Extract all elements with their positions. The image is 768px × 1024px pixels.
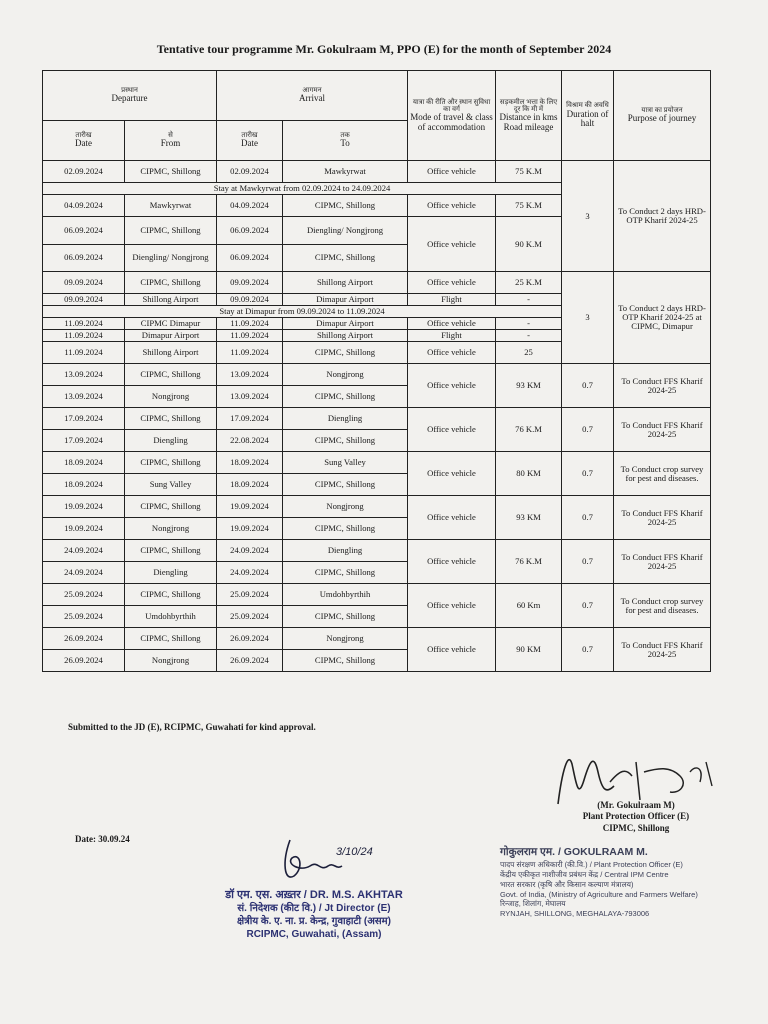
purpose: To Conduct FFS Kharif 2024-25 bbox=[614, 540, 711, 584]
header-halt: विश्राम की अवधि Duration of halt bbox=[562, 71, 614, 161]
to-place: CIPMC, Shillong bbox=[283, 606, 408, 628]
to-place: Dimapur Airport bbox=[283, 318, 408, 330]
distance: - bbox=[496, 330, 562, 342]
header-departure: प्रस्थान Departure bbox=[43, 71, 217, 121]
mode-of-travel: Office vehicle bbox=[408, 364, 496, 408]
departure-date: 17.09.2024 bbox=[43, 408, 125, 430]
purpose: To Conduct 2 days HRD-OTP Kharif 2024-25 at CIPMC, Dimapur bbox=[614, 272, 711, 364]
table-row bbox=[43, 272, 711, 294]
departure-date: 18.09.2024 bbox=[43, 452, 125, 474]
arrival-date: 17.09.2024 bbox=[217, 408, 283, 430]
to-place: CIPMC, Shillong bbox=[283, 244, 408, 272]
halt-duration: 0.7 bbox=[562, 364, 614, 408]
stamp-line: गोकुलराम एम. / GOKULRAAM M. bbox=[500, 846, 648, 858]
to-place: CIPMC, Shillong bbox=[283, 562, 408, 584]
document-date: Date: 30.09.24 bbox=[75, 834, 130, 844]
departure-date: 11.09.2024 bbox=[43, 342, 125, 364]
from-place: Mawkyrwat bbox=[125, 195, 217, 217]
arrival-date: 02.09.2024 bbox=[217, 161, 283, 183]
header-arrival: आगमन Arrival bbox=[217, 71, 408, 121]
distance: 90 KM bbox=[496, 628, 562, 672]
to-place: CIPMC, Shillong bbox=[283, 430, 408, 452]
header-from: से From bbox=[125, 121, 217, 161]
arrival-date: 24.09.2024 bbox=[217, 540, 283, 562]
departure-date: 13.09.2024 bbox=[43, 386, 125, 408]
from-place: CIPMC, Shillong bbox=[125, 496, 217, 518]
departure-date: 06.09.2024 bbox=[43, 244, 125, 272]
stamp-line: Govt. of India, (Ministry of Agriculture and Farmers Welfare) bbox=[500, 889, 698, 899]
table-row bbox=[43, 496, 711, 518]
from-place: Diengling bbox=[125, 430, 217, 452]
stamp-line: केंद्रीय एकीकृत नाशीजीव प्रबंधन केंद्र / Central IPM Centre bbox=[500, 869, 669, 879]
mode-of-travel: Office vehicle bbox=[408, 195, 496, 217]
to-place: CIPMC, Shillong bbox=[283, 474, 408, 496]
header-row-1 bbox=[43, 71, 711, 121]
to-place: Shillong Airport bbox=[283, 330, 408, 342]
distance: - bbox=[496, 294, 562, 306]
table-row bbox=[43, 408, 711, 430]
director-signature bbox=[270, 832, 400, 892]
mode-of-travel: Office vehicle bbox=[408, 584, 496, 628]
to-place: CIPMC, Shillong bbox=[283, 518, 408, 540]
director-signature-date: 3/10/24 bbox=[336, 846, 373, 858]
to-place: CIPMC, Shillong bbox=[283, 195, 408, 217]
distance: 76 K.M bbox=[496, 408, 562, 452]
header-arr-date: तारीख Date bbox=[217, 121, 283, 161]
arrival-date: 19.09.2024 bbox=[217, 518, 283, 540]
mode-of-travel: Office vehicle bbox=[408, 452, 496, 496]
table-row bbox=[43, 452, 711, 474]
arrival-date: 11.09.2024 bbox=[217, 330, 283, 342]
to-place: Diengling/ Nongjrong bbox=[283, 217, 408, 245]
header-to: तक To bbox=[283, 121, 408, 161]
document-title: Tentative tour programme Mr. Gokulraam M, PPO (E) for the month of September 2024 bbox=[156, 42, 612, 56]
distance: 60 Km bbox=[496, 584, 562, 628]
submitted-note: Submitted to the JD (E), RCIPMC, Guwahati for kind approval. bbox=[68, 722, 316, 732]
stamp-line: RYNJAH, SHILLONG, MEGHALAYA-793006 bbox=[500, 909, 650, 919]
header-mode: यात्रा की रीति और स्थान सुविधा का वर्ग Mode of travel & class of accommodation bbox=[408, 71, 496, 161]
departure-date: 06.09.2024 bbox=[43, 217, 125, 245]
arrival-date: 06.09.2024 bbox=[217, 244, 283, 272]
departure-date: 25.09.2024 bbox=[43, 606, 125, 628]
departure-date: 19.09.2024 bbox=[43, 496, 125, 518]
arrival-date: 09.09.2024 bbox=[217, 272, 283, 294]
distance: 80 KM bbox=[496, 452, 562, 496]
purpose: To Conduct crop survey for pest and diseases. bbox=[614, 452, 711, 496]
arrival-date: 13.09.2024 bbox=[217, 386, 283, 408]
departure-date: 24.09.2024 bbox=[43, 562, 125, 584]
departure-date: 18.09.2024 bbox=[43, 474, 125, 496]
from-place: Sung Valley bbox=[125, 474, 217, 496]
halt-duration: 0.7 bbox=[562, 496, 614, 540]
mode-of-travel: Office vehicle bbox=[408, 496, 496, 540]
from-place: CIPMC, Shillong bbox=[125, 408, 217, 430]
from-place: CIPMC, Shillong bbox=[125, 161, 217, 183]
stamp-line: डॉ एम. एस. अख़्तर / DR. M.S. AKHTAR bbox=[225, 889, 403, 901]
officer-block bbox=[536, 800, 736, 834]
halt-duration: 0.7 bbox=[562, 408, 614, 452]
purpose: To Conduct crop survey for pest and diseases. bbox=[614, 584, 711, 628]
mode-of-travel: Office vehicle bbox=[408, 342, 496, 364]
distance: 25 bbox=[496, 342, 562, 364]
table-row bbox=[43, 584, 711, 606]
departure-date: 26.09.2024 bbox=[43, 628, 125, 650]
stamp-line: क्षेत्रीय के. ए. ना. प्र. केन्द्र, गुवाहाटी (असम) bbox=[237, 916, 391, 928]
distance: 90 K.M bbox=[496, 217, 562, 272]
from-place: Diengling/ Nongjrong bbox=[125, 244, 217, 272]
departure-date: 25.09.2024 bbox=[43, 584, 125, 606]
to-place: Dimapur Airport bbox=[283, 294, 408, 306]
to-place: CIPMC, Shillong bbox=[283, 386, 408, 408]
header-distance: सड़कमील भत्ता के लिए दूर कि मी में Distance in kms Road mileage bbox=[496, 71, 562, 161]
from-place: Nongjrong bbox=[125, 386, 217, 408]
distance: 75 K.M bbox=[496, 195, 562, 217]
mode-of-travel: Flight bbox=[408, 330, 496, 342]
mode-of-travel: Office vehicle bbox=[408, 318, 496, 330]
stamp-line: रिन्जाह, शिलांग, मेघालय bbox=[500, 899, 566, 909]
mode-of-travel: Office vehicle bbox=[408, 540, 496, 584]
purpose: To Conduct FFS Kharif 2024-25 bbox=[614, 364, 711, 408]
arrival-date: 11.09.2024 bbox=[217, 318, 283, 330]
from-place: Dimapur Airport bbox=[125, 330, 217, 342]
from-place: Nongjrong bbox=[125, 518, 217, 540]
departure-date: 24.09.2024 bbox=[43, 540, 125, 562]
arrival-date: 25.09.2024 bbox=[217, 606, 283, 628]
from-place: CIPMC, Shillong bbox=[125, 584, 217, 606]
from-place: Shillong Airport bbox=[125, 294, 217, 306]
mode-of-travel: Office vehicle bbox=[408, 161, 496, 183]
stamp-line: भारत सरकार (कृषि और किसान कल्याण मंत्रालय) bbox=[500, 879, 634, 889]
to-place: Nongjrong bbox=[283, 364, 408, 386]
arrival-date: 19.09.2024 bbox=[217, 496, 283, 518]
from-place: CIPMC, Shillong bbox=[125, 364, 217, 386]
to-place: Umdohbyrthih bbox=[283, 584, 408, 606]
mode-of-travel: Office vehicle bbox=[408, 217, 496, 272]
from-place: CIPMC, Shillong bbox=[125, 272, 217, 294]
to-place: Nongjrong bbox=[283, 628, 408, 650]
from-place: CIPMC, Shillong bbox=[125, 217, 217, 245]
distance: 25 K.M bbox=[496, 272, 562, 294]
header-dep-date: तारीख Date bbox=[43, 121, 125, 161]
distance: - bbox=[496, 318, 562, 330]
arrival-date: 18.09.2024 bbox=[217, 452, 283, 474]
from-place: Nongjrong bbox=[125, 650, 217, 672]
arrival-date: 06.09.2024 bbox=[217, 217, 283, 245]
arrival-date: 09.09.2024 bbox=[217, 294, 283, 306]
purpose: To Conduct 2 days HRD-OTP Kharif 2024-25 bbox=[614, 161, 711, 272]
to-place: Mawkyrwat bbox=[283, 161, 408, 183]
distance: 75 K.M bbox=[496, 161, 562, 183]
departure-date: 26.09.2024 bbox=[43, 650, 125, 672]
table-row bbox=[43, 540, 711, 562]
departure-date: 13.09.2024 bbox=[43, 364, 125, 386]
departure-date: 04.09.2024 bbox=[43, 195, 125, 217]
officer-designation: Plant Protection Officer (E) bbox=[582, 811, 690, 822]
halt-duration: 0.7 bbox=[562, 584, 614, 628]
from-place: CIPMC, Shillong bbox=[125, 452, 217, 474]
table-row bbox=[43, 364, 711, 386]
to-place: Sung Valley bbox=[283, 452, 408, 474]
header-purpose: यात्रा का प्रयोजन Purpose of journey bbox=[614, 71, 711, 161]
departure-date: 19.09.2024 bbox=[43, 518, 125, 540]
arrival-date: 26.09.2024 bbox=[217, 650, 283, 672]
arrival-date: 24.09.2024 bbox=[217, 562, 283, 584]
from-place: CIPMC Dimapur bbox=[125, 318, 217, 330]
officer-stamp bbox=[500, 846, 720, 919]
table-row bbox=[43, 628, 711, 650]
arrival-date: 25.09.2024 bbox=[217, 584, 283, 606]
arrival-date: 26.09.2024 bbox=[217, 628, 283, 650]
halt-duration: 3 bbox=[562, 272, 614, 364]
stay-text: Stay at Dimapur from 09.09.2024 to 11.09.2024 bbox=[43, 306, 562, 318]
purpose: To Conduct FFS Kharif 2024-25 bbox=[614, 496, 711, 540]
distance: 93 KM bbox=[496, 496, 562, 540]
arrival-date: 04.09.2024 bbox=[217, 195, 283, 217]
to-place: Nongjrong bbox=[283, 496, 408, 518]
mode-of-travel: Office vehicle bbox=[408, 408, 496, 452]
mode-of-travel: Flight bbox=[408, 294, 496, 306]
tour-table bbox=[42, 70, 711, 672]
table-row bbox=[43, 161, 711, 183]
purpose: To Conduct FFS Kharif 2024-25 bbox=[614, 628, 711, 672]
arrival-date: 11.09.2024 bbox=[217, 342, 283, 364]
stamp-line: पादप संरक्षण अधिकारी (की.वि.) / Plant Protection Officer (E) bbox=[500, 859, 683, 869]
from-place: CIPMC, Shillong bbox=[125, 628, 217, 650]
arrival-date: 13.09.2024 bbox=[217, 364, 283, 386]
halt-duration: 3 bbox=[562, 161, 614, 272]
director-stamp bbox=[214, 888, 414, 941]
departure-date: 11.09.2024 bbox=[43, 318, 125, 330]
departure-date: 17.09.2024 bbox=[43, 430, 125, 452]
distance: 76 K.M bbox=[496, 540, 562, 584]
halt-duration: 0.7 bbox=[562, 628, 614, 672]
to-place: CIPMC, Shillong bbox=[283, 342, 408, 364]
departure-date: 11.09.2024 bbox=[43, 330, 125, 342]
to-place: CIPMC, Shillong bbox=[283, 650, 408, 672]
officer-name: (Mr. Gokulraam M) bbox=[597, 800, 675, 810]
mode-of-travel: Office vehicle bbox=[408, 628, 496, 672]
from-place: CIPMC, Shillong bbox=[125, 540, 217, 562]
mode-of-travel: Office vehicle bbox=[408, 272, 496, 294]
distance: 93 KM bbox=[496, 364, 562, 408]
arrival-date: 22.08.2024 bbox=[217, 430, 283, 452]
from-place: Shillong Airport bbox=[125, 342, 217, 364]
departure-date: 02.09.2024 bbox=[43, 161, 125, 183]
stamp-line: RCIPMC, Guwahati, (Assam) bbox=[246, 929, 382, 941]
stay-text: Stay at Mawkyrwat from 02.09.2024 to 24.09.2024 bbox=[43, 183, 562, 195]
officer-office: CIPMC, Shillong bbox=[602, 822, 670, 833]
departure-date: 09.09.2024 bbox=[43, 272, 125, 294]
departure-date: 09.09.2024 bbox=[43, 294, 125, 306]
stamp-line: सं. निदेशक (कीट वि.) / Jt Director (E) bbox=[237, 903, 391, 915]
to-place: Shillong Airport bbox=[283, 272, 408, 294]
purpose: To Conduct FFS Kharif 2024-25 bbox=[614, 408, 711, 452]
arrival-date: 18.09.2024 bbox=[217, 474, 283, 496]
from-place: Diengling bbox=[125, 562, 217, 584]
halt-duration: 0.7 bbox=[562, 540, 614, 584]
to-place: Diengling bbox=[283, 408, 408, 430]
halt-duration: 0.7 bbox=[562, 452, 614, 496]
from-place: Umdohbyrthih bbox=[125, 606, 217, 628]
to-place: Diengling bbox=[283, 540, 408, 562]
